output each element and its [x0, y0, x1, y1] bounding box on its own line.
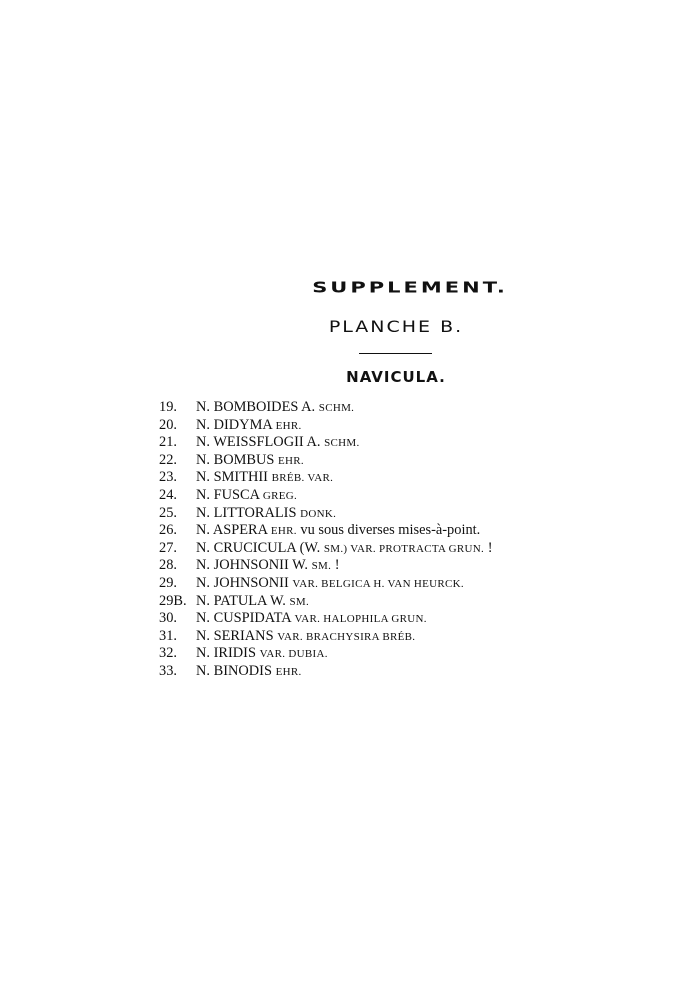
entry-name: SERIANS	[213, 627, 274, 644]
entry-authority: EHR.	[275, 665, 302, 678]
entry-name: PATULA W.	[213, 592, 286, 609]
entry-authority: BRÉB. VAR.	[271, 472, 334, 485]
entry-note: !	[487, 539, 493, 556]
entry-number: 20.	[159, 416, 177, 433]
entry-genus: N.	[196, 645, 210, 662]
entry-number: 27.	[159, 539, 177, 556]
entry-number: 21.	[159, 434, 177, 451]
entry-authority: SM.	[289, 595, 310, 608]
list-item	[159, 505, 492, 523]
entry-genus: N.	[196, 451, 210, 468]
entry-number: 33.	[159, 662, 177, 679]
title-divider	[359, 353, 432, 354]
entry-genus: N.	[196, 592, 210, 609]
entry-number: 32.	[159, 645, 177, 662]
entry-genus: N.	[196, 399, 210, 415]
supplement-title: SUPPLEMENT.	[312, 279, 508, 297]
entry-genus: N.	[196, 557, 210, 574]
entry-authority: VAR. BRACHYSIRA BRÉB.	[277, 630, 416, 643]
entry-authority: SM.	[311, 560, 332, 573]
entry-genus: N.	[196, 469, 210, 486]
entry-name: JOHNSONII W.	[213, 557, 308, 574]
species-list	[159, 399, 492, 681]
list-item	[159, 628, 492, 646]
entry-number: 26.	[159, 522, 177, 539]
genus-heading: NAVICULA.	[346, 368, 446, 386]
entry-note: !	[334, 557, 340, 574]
plate-title: PLANCHE B.	[328, 318, 464, 337]
entry-authority: SCHM.	[318, 402, 355, 414]
entry-authority: SM.) VAR. PROTRACTA GRUN.	[323, 542, 485, 555]
entry-name: BINODIS	[213, 662, 272, 679]
entry-number: 24.	[159, 486, 177, 503]
list-item	[159, 487, 492, 505]
entry-number: 29B.	[159, 592, 187, 609]
entry-name: CRUCICULA (W.	[213, 539, 321, 556]
entry-name: FUSCA	[213, 486, 260, 503]
list-item	[159, 540, 492, 558]
list-item	[159, 522, 492, 540]
list-item	[159, 434, 492, 452]
entry-name: DIDYMA	[213, 416, 272, 433]
list-item	[159, 593, 492, 611]
entry-name: BOMBOIDES A.	[213, 399, 316, 415]
entry-authority: EHR.	[275, 419, 302, 432]
entry-number: 28.	[159, 557, 177, 574]
entry-number: 31.	[159, 627, 177, 644]
entry-name: WEISSFLOGII A.	[213, 434, 321, 451]
entry-number: 22.	[159, 451, 177, 468]
entry-genus: N.	[196, 416, 210, 433]
entry-authority: VAR. HALOPHILA GRUN.	[294, 613, 427, 626]
entry-genus: N.	[196, 522, 210, 539]
list-item	[159, 663, 492, 681]
list-item	[159, 610, 492, 628]
entry-authority: EHR.	[270, 525, 297, 538]
entry-authority: GREG.	[262, 489, 298, 502]
entry-authority: DONK.	[300, 507, 337, 520]
entry-genus: N.	[196, 486, 210, 503]
entry-name: SMITHII	[213, 469, 268, 486]
list-item	[159, 469, 492, 487]
entry-authority: SCHM.	[324, 437, 360, 450]
entry-genus: N.	[196, 539, 210, 556]
entry-number: 19.	[159, 399, 177, 415]
entry-note: vu sous diverses mises-à-point.	[300, 522, 481, 539]
entry-authority: EHR.	[278, 454, 304, 467]
list-item	[159, 645, 492, 663]
entry-genus: N.	[196, 574, 210, 591]
entry-authority: VAR. BELGICA H. VAN HEURCK.	[292, 577, 464, 590]
entry-name: ASPERA	[212, 522, 268, 539]
entry-name: IRIDIS	[213, 645, 256, 662]
entry-genus: N.	[196, 610, 210, 627]
entry-name: JOHNSONII	[213, 574, 289, 591]
list-item	[159, 399, 492, 417]
entry-genus: N.	[196, 662, 210, 679]
entry-number: 29.	[159, 574, 177, 591]
list-item	[159, 557, 492, 575]
list-item	[159, 417, 492, 435]
entry-name: CUSPIDATA	[213, 610, 291, 627]
entry-authority: VAR. DUBIA.	[259, 648, 328, 661]
entry-number: 25.	[159, 504, 177, 521]
entry-genus: N.	[196, 434, 210, 451]
entry-genus: N.	[196, 627, 210, 644]
entry-number: 30.	[159, 610, 177, 627]
entry-name: BOMBUS	[213, 451, 275, 468]
entry-genus: N.	[196, 504, 210, 521]
entry-name: LITTORALIS	[213, 504, 297, 521]
entry-number: 23.	[159, 469, 177, 486]
list-item	[159, 575, 492, 593]
list-item	[159, 452, 492, 470]
